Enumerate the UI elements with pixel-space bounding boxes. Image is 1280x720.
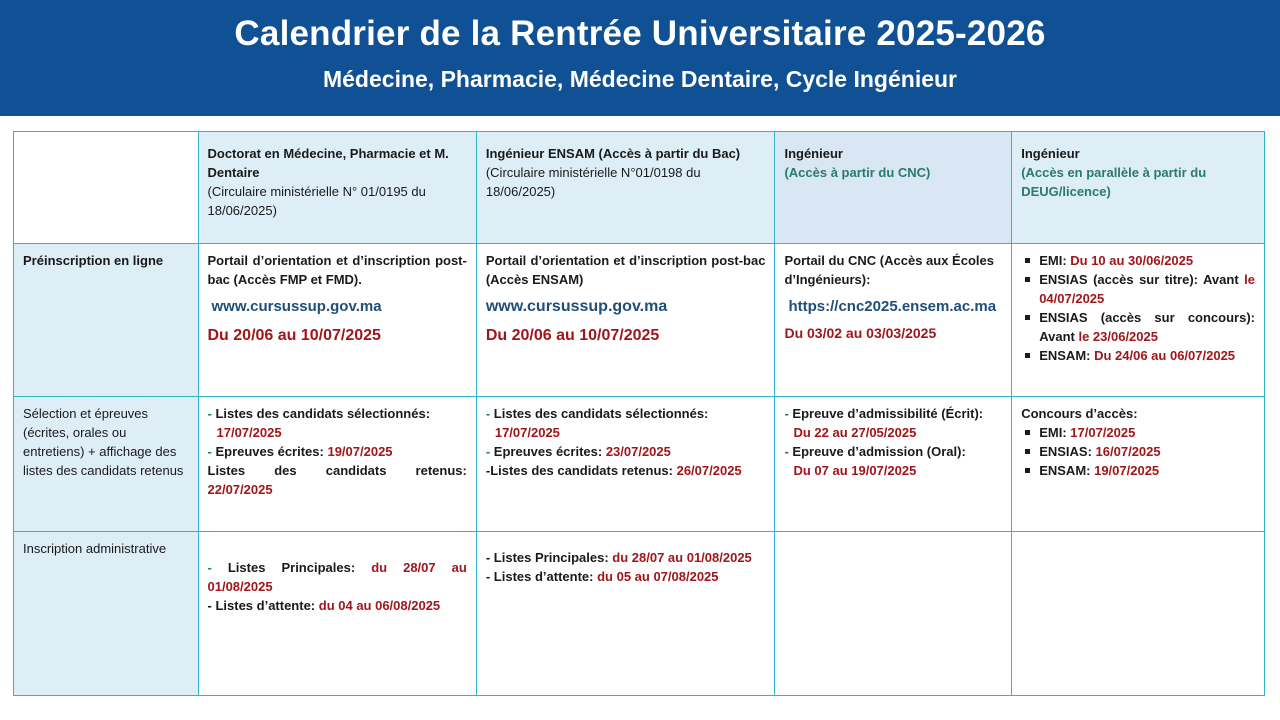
row-label: Inscription administrative xyxy=(14,532,199,696)
list-item: ENSIAS (accès sur concours): Avant le 23/06/2025 xyxy=(1039,310,1255,344)
cell-selection-cnc xyxy=(775,397,1012,532)
list-item: Listes des candidats retenus: xyxy=(207,463,467,478)
cell-preinscription-cnc xyxy=(775,244,1012,397)
date-range: Du 20/06 au 10/07/2025 xyxy=(485,327,660,344)
cell-selection-ensam xyxy=(476,397,775,532)
cell-selection-parallele xyxy=(1012,397,1265,532)
header-row xyxy=(14,132,1265,244)
list-item: - Epreuves écrites: 23/07/2025 xyxy=(485,444,671,459)
date-value: Du 22 au 27/05/2025 xyxy=(793,425,917,440)
portal-link[interactable]: https://cnc2025.ensem.ac.ma xyxy=(788,298,997,315)
column-title: Doctorat en Médecine, Pharmacie et M. Dentaire xyxy=(207,146,449,180)
exam-date-list xyxy=(1021,423,1255,480)
cell-text: Portail du CNC (Accès aux Écoles d’Ingénieurs): xyxy=(784,253,994,287)
list-item: ENSAM: 19/07/2025 xyxy=(1039,461,1255,480)
list-item: - Listes Principales: du 28/07 au 01/08/2025 xyxy=(207,560,467,594)
list-item: - Listes des candidats sélectionnés: xyxy=(485,406,709,421)
list-item: - Epreuves écrites: 19/07/2025 xyxy=(207,444,393,459)
column-header-cnc xyxy=(775,132,1012,244)
column-header-ensam xyxy=(476,132,775,244)
row-selection xyxy=(14,397,1265,532)
page-subtitle: Médecine, Pharmacie, Médecine Dentaire, Cycle Ingénieur xyxy=(322,66,958,92)
page-title: Calendrier de la Rentrée Universitaire 2025-2026 xyxy=(234,14,1046,53)
column-note: (Accès à partir du CNC) xyxy=(784,165,931,180)
title-banner xyxy=(0,0,1280,116)
cell-selection-medecine xyxy=(198,397,476,532)
cell-preinscription-medecine xyxy=(198,244,476,397)
list-item: - Listes d’attente: du 05 au 07/08/2025 xyxy=(485,569,719,584)
portal-link[interactable]: www.cursussup.gov.ma xyxy=(211,298,382,315)
list-item: - Epreuve d’admission (Oral): xyxy=(784,444,966,459)
list-item: EMI: 17/07/2025 xyxy=(1039,423,1255,442)
row-label: Préinscription en ligne xyxy=(14,244,199,397)
portal-link[interactable]: www.cursussup.gov.ma xyxy=(485,298,668,315)
row-inscription xyxy=(14,532,1265,696)
calendar-table xyxy=(13,131,1265,696)
list-item: - Listes Principales: du 28/07 au 01/08/2025 xyxy=(485,550,752,565)
list-item: ENSIAS: 16/07/2025 xyxy=(1039,442,1255,461)
column-note: (Circulaire ministérielle N° 01/0195 du 18/06/2025) xyxy=(207,184,426,218)
list-item: - Epreuve d’admissibilité (Écrit): xyxy=(784,406,984,421)
column-header-medecine xyxy=(198,132,476,244)
row-preinscription xyxy=(14,244,1265,397)
cell-inscription-ensam xyxy=(476,532,775,696)
column-title: Ingénieur xyxy=(784,146,843,161)
list-item: -Listes des candidats retenus: 26/07/2025 xyxy=(485,463,742,478)
date-value: Du 07 au 19/07/2025 xyxy=(793,463,917,478)
cell-preinscription-ensam xyxy=(476,244,775,397)
column-header-parallele xyxy=(1012,132,1265,244)
column-note: (Accès en parallèle à partir du DEUG/licence) xyxy=(1021,165,1207,199)
cell-text: Portail d’orientation et d’inscription post-bac (Accès ENSAM) xyxy=(485,253,766,287)
cell-preinscription-parallele xyxy=(1012,244,1265,397)
cell-text: Portail d’orientation et d’inscription post-bac (Accès FMP et FMD). xyxy=(207,253,467,287)
school-deadline-list xyxy=(1021,251,1255,365)
corner-cell xyxy=(14,132,199,244)
list-item: - Listes des candidats sélectionnés: xyxy=(207,406,431,421)
date-range: Du 20/06 au 10/07/2025 xyxy=(207,327,381,344)
date-value: 17/07/2025 xyxy=(494,425,560,440)
cell-inscription-parallele xyxy=(1012,532,1265,696)
list-item: ENSAM: Du 24/06 au 06/07/2025 xyxy=(1039,346,1255,365)
cell-inscription-medecine xyxy=(198,532,476,696)
list-item: ENSIAS (accès sur titre): Avant le 04/07/2025 xyxy=(1039,272,1255,306)
list-item: EMI: Du 10 au 30/06/2025 xyxy=(1039,251,1255,270)
date-value: 22/07/2025 xyxy=(207,482,273,497)
column-title: Ingénieur ENSAM (Accès à partir du Bac) xyxy=(485,146,741,161)
column-title: Ingénieur xyxy=(1021,146,1080,161)
date-range: Du 03/02 au 03/03/2025 xyxy=(784,325,937,341)
list-item: - Listes d’attente: du 04 au 06/08/2025 xyxy=(207,598,441,613)
cell-inscription-cnc xyxy=(775,532,1012,696)
date-value: 17/07/2025 xyxy=(216,425,282,440)
list-intro: Concours d’accès: xyxy=(1021,406,1138,421)
row-label: Sélection et épreuves (écrites, orales ou entretiens) + affichage des listes des candidats retenus xyxy=(14,397,199,532)
column-note: (Circulaire ministérielle N°01/0198 du 18/06/2025) xyxy=(485,165,701,199)
